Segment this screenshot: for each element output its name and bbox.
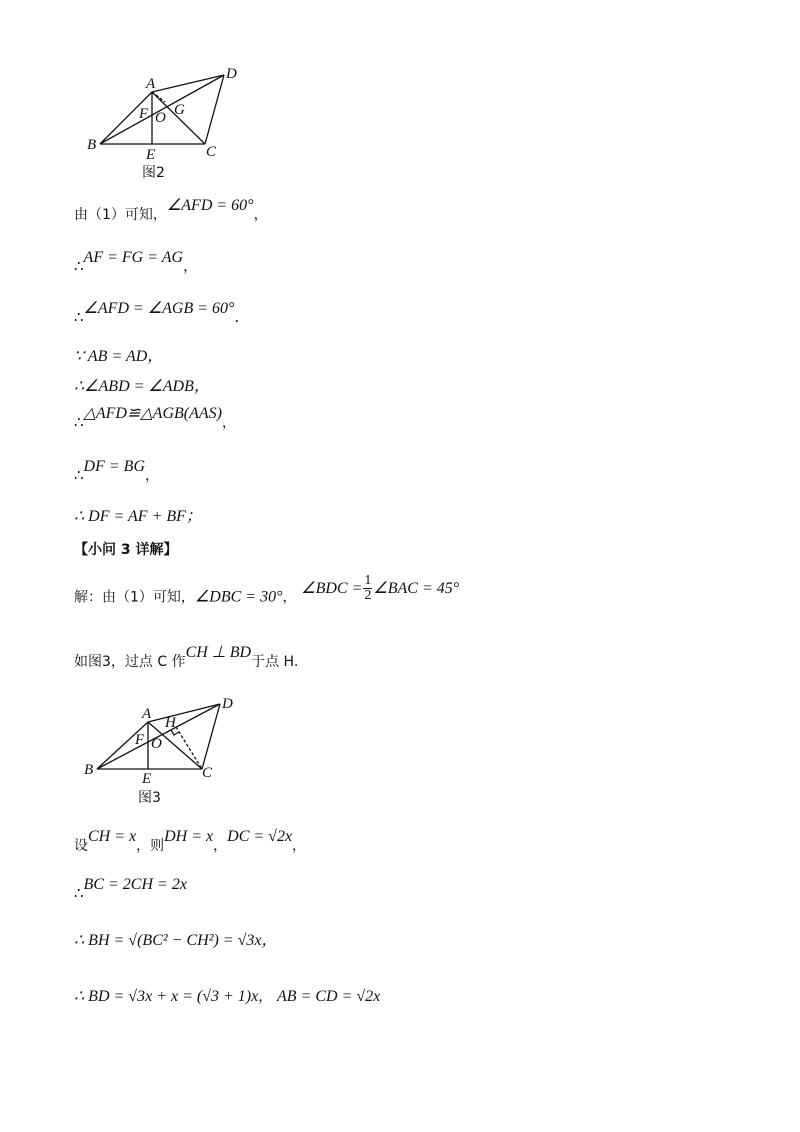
line-1-prefix: 由（1）可知，: [74, 207, 167, 223]
label-h: H: [165, 715, 176, 731]
segment-dc: [202, 704, 220, 769]
line-3-suffix: .: [234, 308, 240, 326]
line-4: ∵ AB = AD，: [74, 348, 164, 365]
fraction-numerator: 1: [364, 573, 372, 588]
segment-ad: [148, 704, 220, 722]
line-12-p2: ，则: [136, 838, 165, 854]
line-10-math-1: ∠DBC = 30°: [194, 588, 283, 606]
line-6-suffix: ，: [221, 415, 236, 431]
line-10-math-2a: ∠BDC =: [301, 579, 363, 597]
label-f: F: [135, 732, 145, 748]
line-3-math: ∠AFD = ∠AGB = 60°: [83, 300, 235, 317]
figure-2-diagram: [80, 62, 250, 162]
line-8: ∴ DF = AF + BF；: [74, 508, 202, 525]
label-e: E: [142, 771, 152, 787]
line-12-p4: ，: [292, 838, 307, 854]
line-12-p1: 设: [74, 838, 88, 854]
line-6-prefix: ∴: [74, 413, 84, 431]
line-2-suffix: ，: [183, 259, 198, 275]
line-11-suffix: 于点 H.: [251, 654, 299, 670]
label-d: D: [226, 66, 237, 82]
line-3: [74, 300, 240, 329]
line-7-prefix: ∴: [74, 466, 84, 484]
line-11-math: CH ⊥ BD: [185, 644, 252, 661]
line-12-p3: ，: [213, 838, 228, 854]
label-f: F: [139, 106, 149, 122]
line-12-m3: DC = √2x: [227, 828, 293, 845]
segment-ad: [152, 75, 224, 92]
line-15: [74, 985, 380, 1008]
figure-3: [80, 694, 250, 786]
line-13-math: BC = 2CH = 2x: [83, 876, 187, 893]
line-10-prefix: 解：由（1）可知，: [74, 589, 195, 606]
figure-2-caption: 图2: [142, 165, 165, 181]
line-7-math: DF = BG: [83, 458, 145, 475]
line-11: [74, 644, 299, 673]
line-2-math: AF = FG = AG: [83, 249, 184, 266]
line-5: ∴∠ABD = ∠ADB，: [74, 378, 210, 395]
figure-3-diagram: [80, 694, 250, 786]
line-12-m1: CH = x: [88, 828, 137, 845]
line-13: [74, 876, 187, 905]
label-b: B: [87, 137, 97, 153]
line-12-m2: DH = x: [164, 828, 214, 845]
line-7-suffix: ，: [145, 468, 159, 484]
fraction-one-half: [363, 574, 372, 603]
label-o: O: [155, 110, 166, 126]
label-d: D: [222, 696, 233, 712]
line-11-prefix: 如图3，过点 C 作: [74, 654, 186, 670]
label-c: C: [202, 765, 213, 781]
segment-ch-dashed: [176, 727, 202, 769]
line-10: [74, 573, 460, 612]
line-3-prefix: ∴: [74, 308, 84, 326]
label-e: E: [146, 147, 156, 163]
line-13-prefix: ∴: [74, 884, 84, 902]
line-7: [74, 458, 159, 487]
line-6-math: △AFD≌△AGB(AAS): [83, 405, 222, 422]
line-1: [74, 197, 268, 226]
line-2-prefix: ∴: [74, 257, 84, 275]
line-6: [74, 405, 236, 434]
line-15-text-1: ∴ BD = √3x + x = (√3 + 1)x: [74, 988, 259, 1005]
line-1-math: ∠AFD = 60°: [166, 197, 254, 214]
line-10-math-2b: ∠BAC = 45°: [373, 579, 460, 597]
fraction-denominator: 2: [364, 588, 372, 603]
label-g: G: [174, 102, 185, 118]
figure-3-caption: 图3: [138, 790, 161, 806]
line-15-text-2: AB = CD = √2x: [277, 988, 381, 1005]
line-10-sep: ，: [282, 589, 297, 606]
label-o: O: [151, 736, 162, 752]
line-14: ∴ BH = √(BC² − CH²) = √3x，: [74, 932, 278, 949]
line-1-suffix: ，: [253, 207, 268, 223]
figure-2: [80, 62, 250, 162]
label-a: A: [146, 76, 156, 92]
segment-ag-dashed: [152, 92, 165, 102]
segment-dc: [205, 75, 224, 144]
label-a: A: [142, 706, 152, 722]
label-c: C: [206, 144, 217, 160]
label-b: B: [84, 762, 94, 778]
line-15-sep: ，: [258, 989, 273, 1005]
line-12: [74, 828, 307, 857]
line-2: [74, 249, 198, 278]
section-heading: 【小问 3 详解】: [74, 542, 178, 558]
